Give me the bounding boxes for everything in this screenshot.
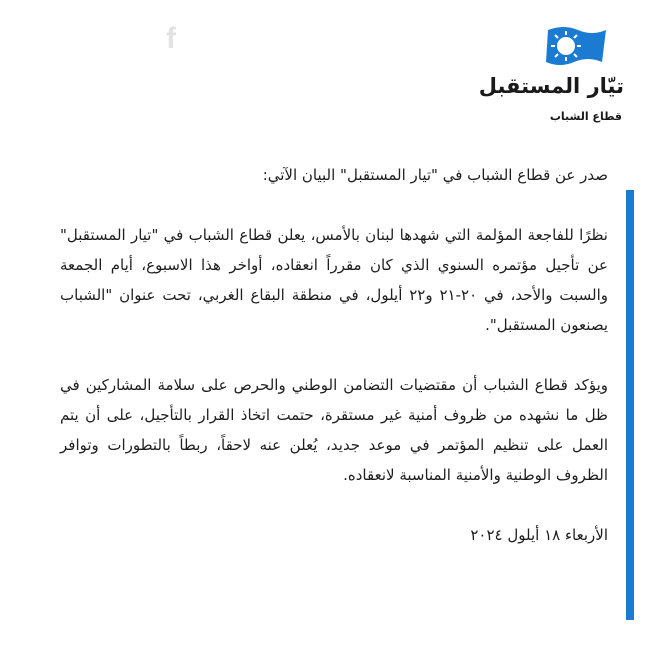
statement-date: الأربعاء ١٨ أيلول ٢٠٢٤	[470, 526, 608, 544]
flag-icon	[544, 22, 608, 72]
accent-bar	[626, 190, 634, 620]
logo-subtitle: قطاع الشباب	[549, 110, 622, 123]
brand-logo	[478, 20, 634, 123]
logo-name: تيّار المستقبل	[478, 74, 624, 98]
statement-intro: صدر عن قطاع الشباب في "تيار المستقبل" البيان الآتي:	[262, 166, 608, 184]
facebook-icon: f	[166, 22, 176, 55]
statement-paragraph-2: ويؤكد قطاع الشباب أن مقتضيات التضامن الوطني والحرص على سلامة المشاركين في ظل ما نشهده من ظروف أمنية غير مستقرة، حتمت اتخاذ القرار بالتأجيل، على أن يتم العمل على تنظيم المؤتمر في موعد جديد، يُعلن عنه لاحقاً، ربطاً بالتطورات وتوافر الظروف الوطنية والأمنية المناسبة لانعقاده.	[60, 376, 608, 484]
statement-body	[60, 160, 608, 550]
statement-paragraph-1: نظرًا للفاجعة المؤلمة التي شهدها لبنان بالأمس، يعلن قطاع الشباب في "تيار المستقبل" عن تأجيل مؤتمره السنوي الذي كان مقرراً انعقاده، أواخر هذا الاسبوع، أيام الجمعة والسبت والأحد، في ٢٠-٢١ و٢٢ أيلول، في منطقة البقاع الغربي، تحت عنوان "الشباب يصنعون المستقبل".	[60, 226, 608, 334]
